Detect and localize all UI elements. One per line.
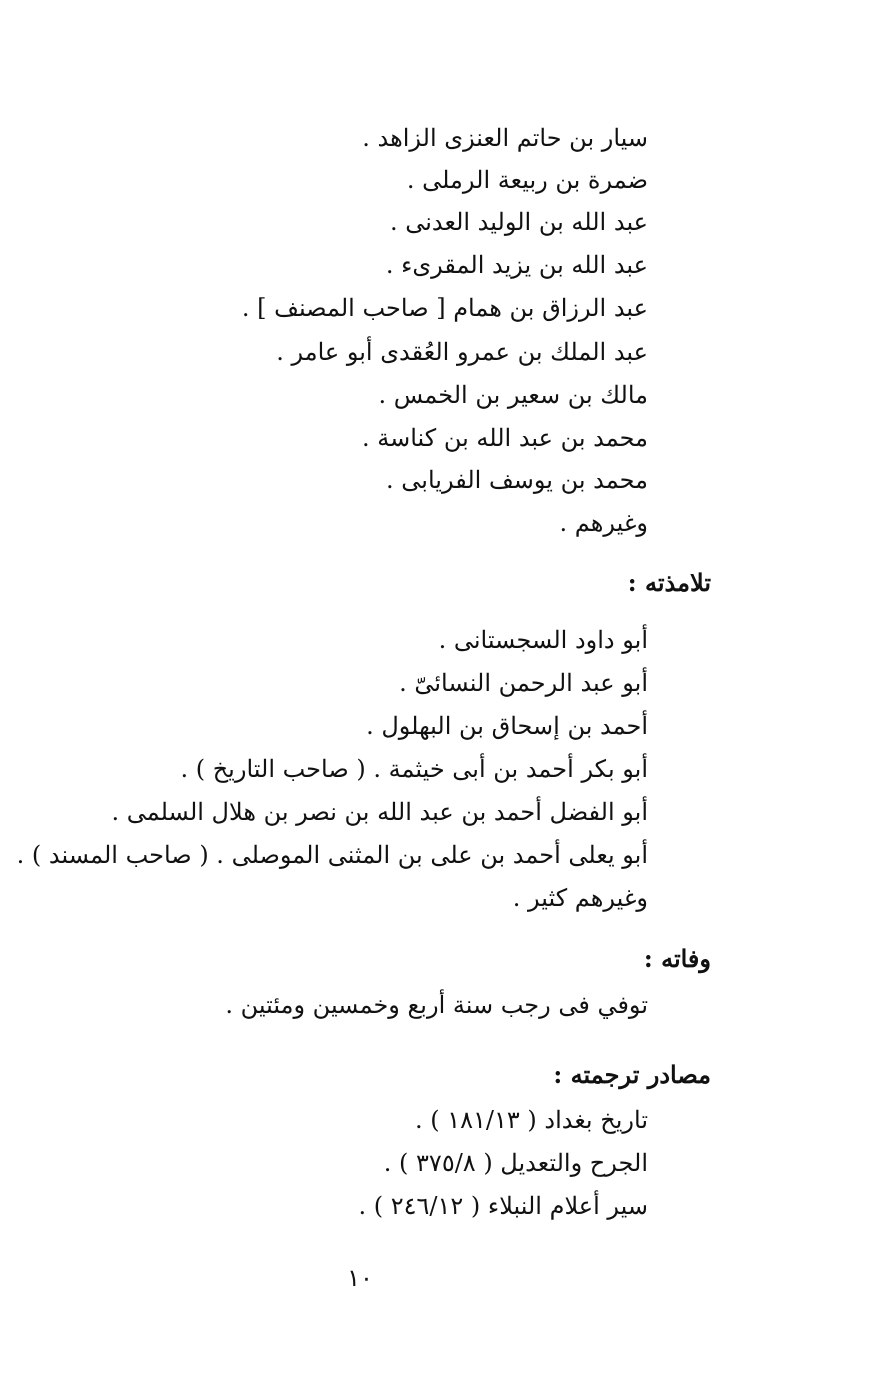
teacher-line: عبد الرزاق بن همام [ صاحب المصنف ] . [241, 294, 648, 322]
source-line: الجرح والتعديل ( ٣٧٥/٨ ) . [383, 1149, 648, 1177]
teacher-line: محمد بن عبد الله بن كناسة . [361, 424, 648, 452]
student-line: وغيرهم كثير . [512, 884, 648, 912]
teacher-line: سيار بن حاتم العنزى الزاهد . [362, 124, 648, 152]
teacher-line: عبد الملك بن عمرو العُقدى أبو عامر . [276, 338, 648, 366]
source-line: تاريخ بغداد ( ١٨١/١٣ ) . [414, 1106, 648, 1134]
student-line: أبو الفضل أحمد بن عبد الله بن نصر بن هلال السلمى . [111, 798, 648, 826]
students-heading: تلامذته : [627, 568, 711, 597]
death-heading: وفاته : [643, 944, 711, 973]
page-number: ١٠ [347, 1264, 373, 1292]
teacher-line: وغيرهم . [559, 509, 648, 537]
student-line: أبو يعلى أحمد بن على بن المثنى الموصلى . ( صاحب المسند ) . [16, 841, 648, 869]
source-line: سير أعلام النبلاء ( ٢٤٦/١٢ ) . [358, 1192, 648, 1220]
student-line: أحمد بن إسحاق بن البهلول . [366, 712, 648, 740]
sources-heading: مصادر ترجمته : [553, 1060, 711, 1089]
student-line: أبو داود السجستانى . [438, 626, 648, 654]
student-line: أبو عبد الرحمن النسائىّ . [399, 669, 648, 697]
teacher-line: محمد بن يوسف الفريابى . [386, 466, 648, 494]
death-text: توفي فى رجب سنة أربع وخمسين ومئتين . [225, 991, 648, 1019]
teacher-line: ضمرة بن ربيعة الرملى . [406, 166, 648, 194]
teacher-line: عبد الله بن يزيد المقرىء . [385, 251, 648, 279]
student-line: أبو بكر أحمد بن أبى خيثمة . ( صاحب التاريخ ) . [180, 755, 648, 783]
teacher-line: مالك بن سعير بن الخمس . [378, 381, 648, 409]
teacher-line: عبد الله بن الوليد العدنى . [389, 208, 648, 236]
